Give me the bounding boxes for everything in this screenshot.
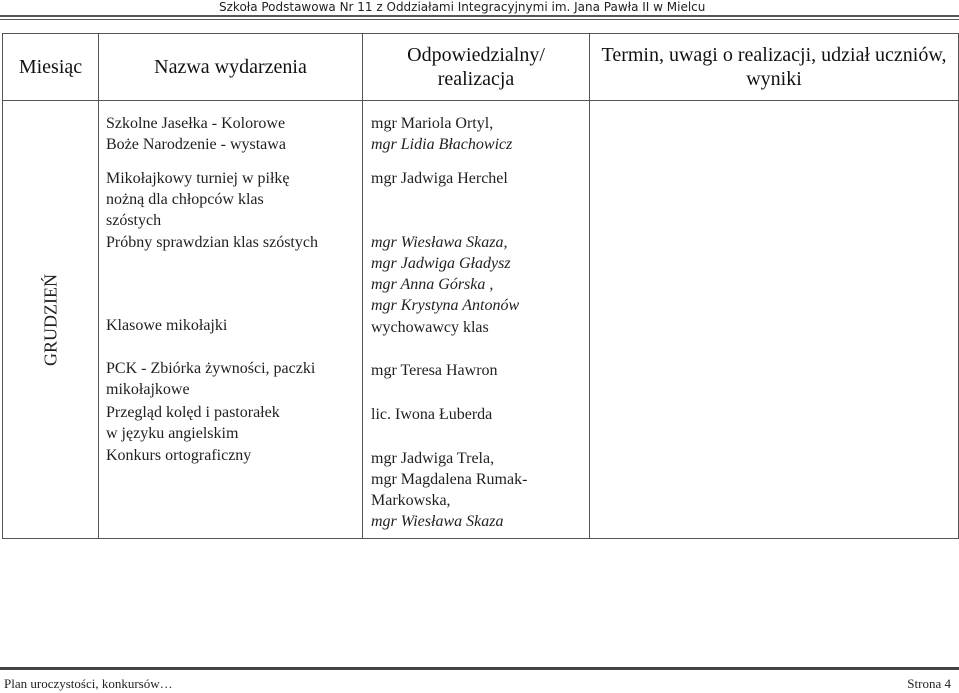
- person-line: mgr Mariola Ortyl,: [371, 115, 494, 132]
- event-item: Konkurs ortograficzny: [106, 447, 252, 464]
- month-label: GRUDZIEŃ: [40, 273, 60, 366]
- person-group: [371, 448, 589, 532]
- persons-cell: [363, 101, 590, 539]
- person-group: [371, 360, 589, 381]
- footer-title: Plan uroczystości, konkursów…: [4, 676, 173, 691]
- person-group: [371, 317, 589, 338]
- events-table: [2, 33, 959, 539]
- term-cell: [590, 101, 959, 539]
- col-header-responsible: Odpowiedzialny/ realizacja: [363, 34, 590, 101]
- table-header-row: [3, 34, 959, 101]
- month-cell: [3, 101, 99, 539]
- event-item: Mikołajkowy turniej w piłkę nożną dla chłopców klas szóstych: [106, 170, 290, 229]
- person-group: [371, 113, 589, 155]
- header-rule-thin: [0, 19, 959, 20]
- events-cell: [99, 101, 363, 539]
- footer-rule: [0, 667, 959, 670]
- person-line: wychowawcy klas: [371, 319, 489, 336]
- person-line: mgr Jadwiga Trela,: [371, 450, 495, 467]
- person-line: mgr Jadwiga Gładysz: [371, 255, 511, 272]
- event-item: Szkolne Jasełka - Kolorowe Boże Narodzenie - wystawa: [106, 115, 286, 153]
- col-header-month: Miesiąc: [3, 34, 99, 101]
- school-name: Szkoła Podstawowa Nr 11 z Oddziałami Integracyjnymi im. Jana Pawła II w Mielcu: [219, 0, 706, 14]
- person-line: mgr Krystyna Antonów: [371, 297, 520, 314]
- event-item: Próbny sprawdzian klas szóstych: [106, 234, 318, 251]
- person-line: mgr Magdalena Rumak-: [371, 471, 528, 488]
- page-number: Strona 4: [907, 676, 951, 691]
- person-group: [371, 168, 589, 189]
- person-line: mgr Anna Górska ,: [371, 276, 494, 293]
- table-row: [3, 101, 959, 539]
- person-line: mgr Lidia Błachowicz: [371, 136, 513, 153]
- col-header-event: Nazwa wydarzenia: [99, 34, 363, 101]
- person-line: Markowska,: [371, 492, 451, 509]
- header-rule: [0, 15, 959, 17]
- event-item: PCK - Zbiórka żywności, paczki mikołajkowe: [106, 360, 316, 398]
- person-line: mgr Teresa Hawron: [371, 362, 498, 379]
- person-line: lic. Iwona Łuberda: [371, 406, 493, 423]
- event-item: Klasowe mikołajki: [106, 317, 228, 334]
- person-group: [371, 232, 589, 316]
- col-header-term: Termin, uwagi o realizacji, udział uczniów, wyniki: [590, 34, 959, 101]
- event-item: Przegląd kolęd i pastorałek w języku angielskim: [106, 404, 280, 442]
- person-line: mgr Wiesława Skaza: [371, 513, 504, 530]
- person-line: mgr Jadwiga Herchel: [371, 170, 508, 187]
- person-group: [371, 404, 589, 425]
- person-line: mgr Wiesława Skaza,: [371, 234, 508, 251]
